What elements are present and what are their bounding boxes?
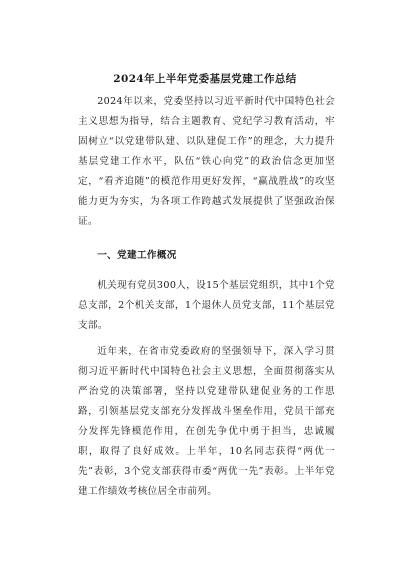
intro-paragraph: 2024年以来，党委坚持以习近平新时代中国特色社会主义思想为指导，结合主题教育、党纪学习教育活动，牢固树立“以党建带队建、以队建促工作”的理念，大力提升基层党建工作水平，队伍“铁心向党”的政治信念更加坚定，“看齐追随”的模范作用更好发挥，“赢战胜战”的攻坚能力更为夯实，为各项工作跨越式发展提供了坚强政治保证。 — [78, 96, 335, 227]
achievements-paragraph: 近年来，在省市党委政府的坚强领导下，深入学习贯彻习近平新时代中国特色社会主义思想，全面贯彻落实从严治党的决策部署，坚持以党建带队建促业务的工作思路，引领基层党支部充分发挥战斗堡垒作用，党员干部充分发挥先锋模范作用，在创先争优中勇于担当，忠诚履职，取得了良好成效。上半年，10名同志获得“两优一先”表彰，3个党支部获得市委“两优一先”表彰。上半年党建工作绩效考核位居全市前列。 — [78, 346, 335, 497]
section-heading: 一、党建工作概况 — [97, 250, 177, 261]
document-title: 2024年上半年党委基层党建工作总结 — [113, 73, 297, 85]
overview-paragraph: 机关现有党员300人，设15个基层党组织，其中1个党总支部，2个机关支部，1个退休人员党支部，11个基层党支部。 — [78, 280, 335, 331]
